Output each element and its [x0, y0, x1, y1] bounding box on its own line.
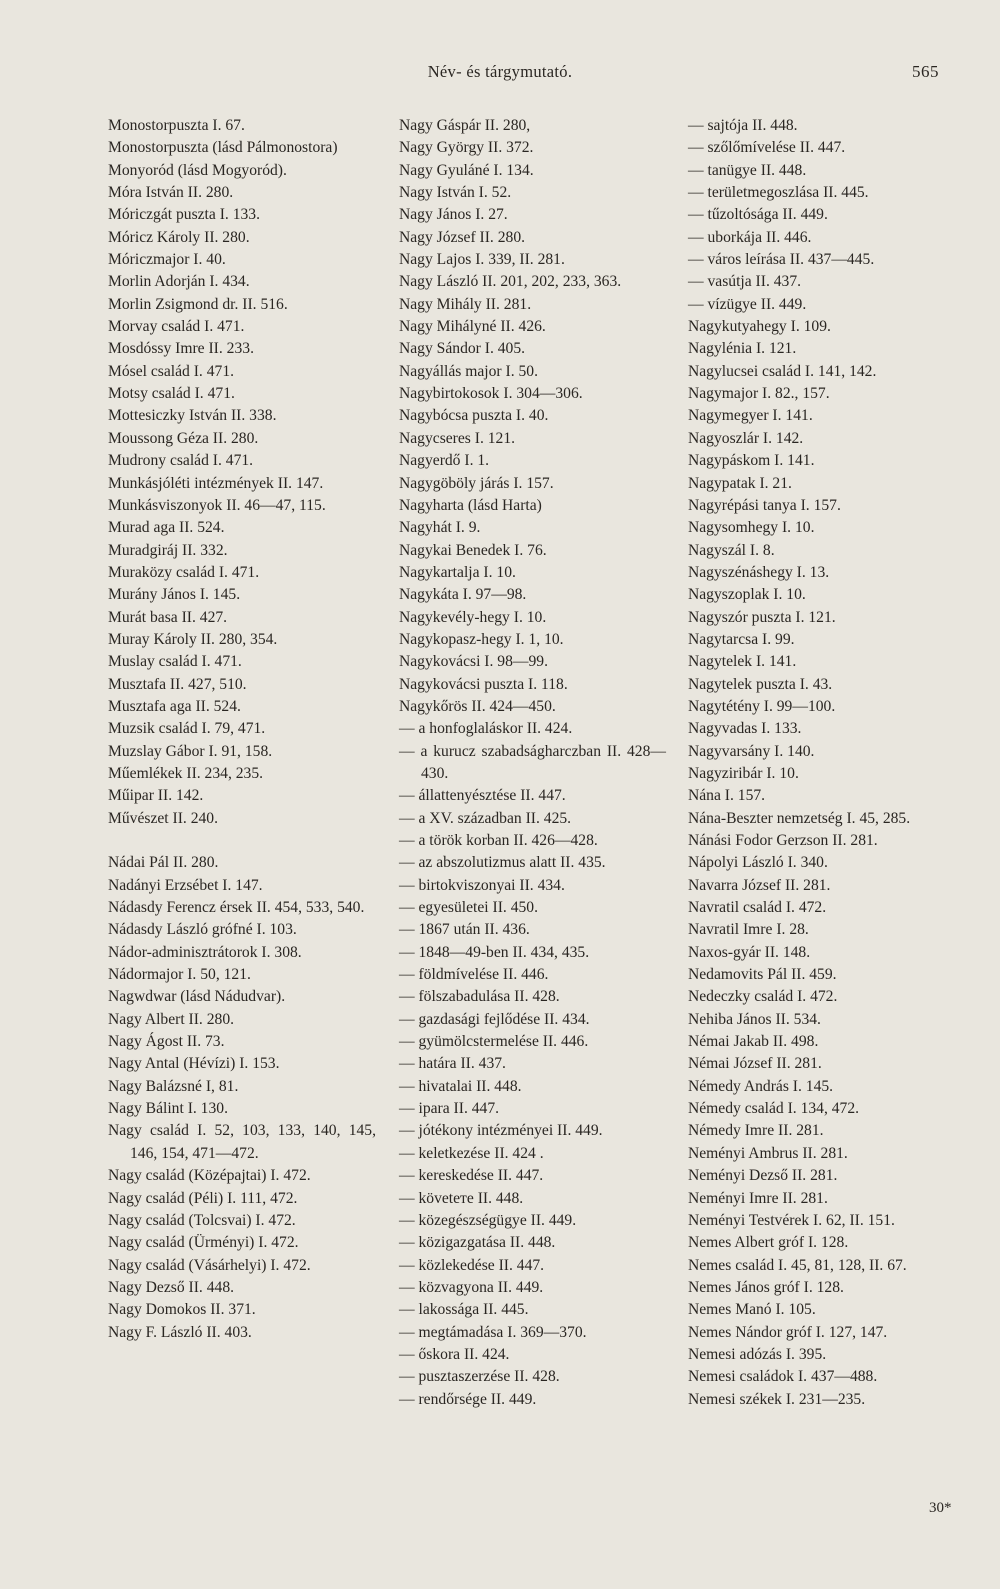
index-entry: — vasútja II. 437. — [688, 273, 802, 291]
index-entry: — lakossága II. 445. — [399, 1301, 529, 1319]
index-entry: — követeте II. 448. — [399, 1189, 524, 1207]
index-entry: — vízügye II. 449. — [688, 295, 807, 313]
index-entry: Nagykőrös II. 424—450. — [399, 697, 556, 715]
index-entry: — földmívelése II. 446. — [399, 966, 549, 984]
index-entry: Nagybócsa puszta I. 40. — [399, 407, 549, 425]
index-entry: Nádasdy Ferencz érsek II. 454, 533, 540. — [108, 899, 365, 917]
index-entry: Nagypáskom I. 141. — [688, 452, 815, 470]
index-entry: Naxos-gyár II. 148. — [688, 943, 811, 961]
index-entry: Nagy család (Középajtai) I. 472. — [108, 1167, 311, 1185]
index-entry: Nagyziribár I. 10. — [688, 764, 799, 782]
index-entry: Nemes Nándor gróf I. 127, 147. — [688, 1323, 888, 1341]
index-entry: — a XV. században II. 425. — [399, 809, 572, 827]
index-entry: Nagytelek I. 141. — [688, 653, 797, 671]
index-entry: Nagy György II. 372. — [399, 139, 534, 157]
index-entry: — állattenyésztése II. 447. — [399, 787, 566, 805]
index-entry: Nagycseres I. 121. — [399, 429, 516, 447]
index-entry: Nemes Albert gróf I. 128. — [688, 1234, 849, 1252]
index-entry: Nána I. 157. — [688, 787, 766, 805]
index-entry: Nehiba János II. 534. — [688, 1010, 821, 1028]
index-entry: Nagykai Benedek I. 76. — [399, 541, 547, 559]
index-entry: Móriczgát puszta I. 133. — [108, 206, 260, 224]
index-entry: — közigazgatása II. 448. — [399, 1234, 556, 1252]
index-entry: Motsy család I. 471. — [108, 385, 235, 403]
index-entry: — uborkája II. 446. — [688, 228, 812, 246]
index-entry: Nánási Fodor Gerzson II. 281. — [688, 832, 878, 849]
index-entry: Neményi Testvérek I. 62, II. 151. — [688, 1211, 895, 1229]
index-entry: Muray Károly II. 280, 354. — [108, 630, 278, 648]
index-entry: Némedy család I. 134, 472. — [688, 1100, 860, 1118]
index-entry: Nagy Albert II. 280. — [108, 1010, 235, 1028]
index-entry: Musztafa aga II. 524. — [108, 697, 241, 715]
index-entry: Nádai Pál II. 280. — [108, 854, 219, 872]
index-entry: Muradgiráj II. 332. — [108, 541, 228, 559]
index-entry: Nadányi Erzsébet I. 147. — [108, 876, 263, 894]
index-entry: Nagylucsei család I. 141, 142. — [688, 362, 877, 380]
index-entry: Nagymegyer I. 141. — [688, 407, 813, 425]
index-entry: Moussong Géza II. 280. — [108, 429, 259, 447]
index-entry: — 1848—49-ben II. 434, 435. — [399, 943, 590, 961]
index-entry: Nagyszénáshegy I. 13. — [688, 563, 830, 581]
index-entry: Nagyrépási tanya I. 157. — [688, 496, 841, 514]
index-entry: Muzsik család I. 79, 471. — [108, 720, 266, 738]
index-entry: — rendőrsége II. 449. — [399, 1390, 537, 1408]
index-column-2 — [399, 115, 666, 1411]
index-entry: Művészet II. 240. — [108, 809, 218, 827]
index-entry: Nedamovits Pál II. 459. — [688, 966, 837, 984]
index-entry: — birtokviszonyai II. 434. — [399, 876, 565, 894]
index-entry: Nádormajor I. 50, 121. — [108, 966, 251, 984]
index-entry: Navratil család I. 472. — [688, 899, 827, 917]
letter-section-gap — [108, 830, 376, 852]
index-entry: Neményi Ambrus II. 281. — [688, 1144, 848, 1162]
index-entry: Nagy Balázsné I, 81. — [108, 1077, 239, 1095]
index-entry: Nagytelek puszta I. 43. — [688, 675, 833, 693]
index-entry: — közegészségügye II. 449. — [399, 1211, 577, 1229]
signature-mark: 30* — [929, 1500, 952, 1516]
index-entry: Nagybirtokosok I. 304—306. — [399, 385, 583, 403]
index-entry: Murad aga II. 524. — [108, 519, 225, 537]
index-entry: Muslay család I. 471. — [108, 653, 242, 671]
index-entry: Nagy Sándor I. 405. — [399, 340, 526, 358]
index-entry: Nagykartalja I. 10. — [399, 563, 516, 581]
index-entry: Nagykevély-hegy I. 10. — [399, 608, 547, 626]
index-entry: — sajtója II. 448. — [688, 117, 798, 134]
index-entry: Nagygöböly járás I. 157. — [399, 474, 554, 492]
index-entry: Nagy Mihályné II. 426. — [399, 318, 546, 336]
index-entry: Monostorpuszta (lásd Pálmonostora) — [108, 139, 338, 157]
index-entry: Nána-Beszter nemzetség I. 45, 285. — [688, 809, 911, 827]
index-entry: Nagy család (Ürményi) I. 472. — [108, 1234, 299, 1252]
index-entry: — szőlőmívelése II. 447. — [688, 139, 846, 157]
index-entry: Műipar II. 142. — [108, 787, 204, 805]
index-entry: — az abszolutizmus alatt II. 435. — [399, 854, 606, 872]
index-entry: Mottesiczky István II. 338. — [108, 407, 277, 425]
index-entry: Morvay család I. 471. — [108, 318, 245, 336]
index-entry: Nemes Manó I. 105. — [688, 1301, 816, 1319]
index-column-3 — [688, 115, 956, 1411]
index-entry: Móricz Károly II. 280. — [108, 228, 250, 246]
index-entry: Nagyállás major I. 50. — [399, 362, 539, 380]
index-entry: Nagyvarsány I. 140. — [688, 742, 815, 760]
index-entry: Nagyoszlár I. 142. — [688, 429, 804, 447]
index-entry: Nemes család I. 45, 81, 128, II. 67. — [688, 1256, 907, 1274]
index-entry: — gyümölcstermelése II. 446. — [399, 1033, 589, 1051]
index-entry: Nemes János gróf I. 128. — [688, 1278, 844, 1296]
index-entry: Nagy Bálint I. 130. — [108, 1100, 228, 1118]
index-entry: Némedy Imre II. 281. — [688, 1122, 824, 1140]
index-entry: — város leírása II. 437—445. — [688, 251, 875, 269]
index-entry: — hivatalai II. 448. — [399, 1077, 522, 1095]
index-entry: — kereskedése II. 447. — [399, 1167, 544, 1185]
index-entry: Nagy Antal (Hévízi) I. 153. — [108, 1055, 280, 1073]
index-entry: Navarra József II. 281. — [688, 876, 831, 894]
index-entry: Móriczmajor I. 40. — [108, 251, 226, 269]
index-column-1 — [108, 115, 376, 1344]
index-entry: Móra István II. 280. — [108, 184, 234, 202]
index-entry: — területmegoszlása II. 445. — [688, 184, 869, 202]
index-entry: Nádasdy László grófné I. 103. — [108, 921, 297, 939]
index-entry: — határa II. 437. — [399, 1055, 506, 1073]
index-entry: Murány János I. 145. — [108, 586, 241, 604]
index-entry: Nagy János I. 27. — [399, 206, 508, 224]
index-entry: — gazdasági fejlődése II. 434. — [399, 1010, 590, 1028]
index-entry: Munkásjóléti intézmények II. 147. — [108, 474, 324, 492]
index-entry: Mosdóssy Imre II. 233. — [108, 340, 254, 358]
index-entry: Nagy József II. 280. — [399, 228, 526, 246]
index-entry: Nagykopasz-hegy I. 1, 10. — [399, 630, 564, 648]
index-entry: — jótékony intézményei II. 449. — [399, 1122, 603, 1140]
index-entry: — tanügye II. 448. — [688, 161, 807, 179]
index-entry: — tűzoltósága II. 449. — [688, 206, 828, 224]
index-entry: Mudrony család I. 471. — [108, 452, 254, 470]
index-entry: Neményi Imre II. 281. — [688, 1189, 828, 1207]
page-number: 565 — [912, 62, 939, 81]
index-entry: Nagwdwar (lásd Nádudvar). — [108, 988, 286, 1006]
index-entry: Nedeczky család I. 472. — [688, 988, 838, 1006]
index-entry: — a kurucz szabadságharczban II. 428—430. — [399, 742, 666, 782]
index-entry: — keletkezése II. 424 . — [399, 1144, 544, 1162]
index-entry: Nagy F. László II. 403. — [108, 1323, 252, 1341]
index-entry: Musztafa II. 427, 510. — [108, 675, 247, 693]
index-entry: Nagyhát I. 9. — [399, 519, 481, 537]
index-entry: Nemesi adózás I. 395. — [688, 1345, 827, 1363]
index-entry: Nápolyi László I. 340. — [688, 854, 828, 872]
index-entry: — egyesületei II. 450. — [399, 899, 539, 917]
index-entry: — a török korban II. 426—428. — [399, 832, 598, 849]
index-entry: Nagy István I. 52. — [399, 184, 512, 202]
index-entry: Nagy Ágost II. 73. — [108, 1033, 225, 1051]
index-entry: Nagy család I. 52, 103, 133, 140, 145, 146, 154, 471—472. — [108, 1122, 376, 1162]
index-entry: Nagyvadas I. 133. — [688, 720, 802, 738]
index-entry: — ipara II. 447. — [399, 1100, 500, 1118]
index-entry: Nagyerdő I. 1. — [399, 452, 490, 470]
index-entry: Navratil Imre I. 28. — [688, 921, 809, 939]
index-entry: Nagyszoplak I. 10. — [688, 586, 806, 604]
index-entry: — őskora II. 424. — [399, 1345, 510, 1363]
index-entry: Nemesi családok I. 437—488. — [688, 1368, 878, 1386]
index-entry: Nagyszór puszta I. 121. — [688, 608, 836, 626]
index-entry: — 1867 után II. 436. — [399, 921, 530, 939]
index-entry: Nemesi székek I. 231—235. — [688, 1390, 866, 1408]
index-entry: Nagypatak I. 21. — [688, 474, 792, 492]
index-entry: Neményi Dezső II. 281. — [688, 1167, 838, 1185]
index-entry: Nagyharta (lásd Harta) — [399, 496, 542, 514]
index-entry: Monostorpuszta I. 67. — [108, 117, 245, 134]
index-entry: Nádor-adminisztrátorok I. 308. — [108, 943, 302, 961]
index-entry: Nagy Gyuláné I. 134. — [399, 161, 534, 179]
index-entry: Nagylénia I. 121. — [688, 340, 797, 358]
index-entry: Muzslay Gábor I. 91, 158. — [108, 742, 273, 760]
index-entry: Nagy Dezső II. 448. — [108, 1278, 235, 1296]
index-entry: Muraközy család I. 471. — [108, 563, 260, 581]
index-entry: Nagykutyahegy I. 109. — [688, 318, 831, 336]
index-entry: Nagyszál I. 8. — [688, 541, 775, 559]
index-entry: Mósel család I. 471. — [108, 362, 235, 380]
index-entry: Némedy András I. 145. — [688, 1077, 834, 1095]
index-entry: Nagy család (Vásárhelyi) I. 472. — [108, 1256, 311, 1274]
page-header-title: Név- és tárgymutató. — [427, 62, 573, 81]
index-entry: Nagy Domokos II. 371. — [108, 1301, 256, 1319]
index-entry: Nagykovácsi puszta I. 118. — [399, 675, 568, 693]
index-entry: — a honfoglaláskor II. 424. — [399, 720, 573, 738]
index-entry: Nagykáta I. 97—98. — [399, 586, 527, 604]
index-entry: Morlin Zsigmond dr. II. 516. — [108, 295, 288, 313]
index-entry: Nagytarcsa I. 99. — [688, 630, 795, 648]
index-entry: Nagykovácsi I. 98—99. — [399, 653, 548, 671]
index-entry: Nagymajor I. 82., 157. — [688, 385, 830, 403]
index-entry: Műemlékek II. 234, 235. — [108, 764, 264, 782]
index-entry: — megtámadása I. 369—370. — [399, 1323, 587, 1341]
index-entry: Némai József II. 281. — [688, 1055, 822, 1073]
index-entry: Nagy Lajos I. 339, II. 281. — [399, 251, 565, 269]
index-entry: Nagy Gáspár II. 280, — [399, 117, 531, 134]
index-entry: Morlin Adorján I. 434. — [108, 273, 250, 291]
index-entry: Nagy család (Péli) I. 111, 472. — [108, 1189, 298, 1207]
index-entry: Murát basa II. 427. — [108, 608, 228, 626]
index-entry: Nagysomhegy I. 10. — [688, 519, 815, 537]
index-entry: Nagytétény I. 99—100. — [688, 697, 836, 715]
index-entry: Nagy család (Tolcsvai) I. 472. — [108, 1211, 296, 1229]
index-entry: Munkásviszonyok II. 46—47, 115. — [108, 496, 326, 514]
index-entry: — közlekedése II. 447. — [399, 1256, 545, 1274]
index-entry: Némai Jakab II. 498. — [688, 1033, 819, 1051]
index-entry: — pusztaszerzése II. 428. — [399, 1368, 560, 1386]
index-entry: Nagy László II. 201, 202, 233, 363. — [399, 273, 622, 291]
index-entry: Monyoród (lásd Mogyoród). — [108, 161, 287, 179]
index-entry: — közvagyona II. 449. — [399, 1278, 544, 1296]
index-entry: Nagy Mihály II. 281. — [399, 295, 532, 313]
index-entry: — fölszabadulása II. 428. — [399, 988, 560, 1006]
